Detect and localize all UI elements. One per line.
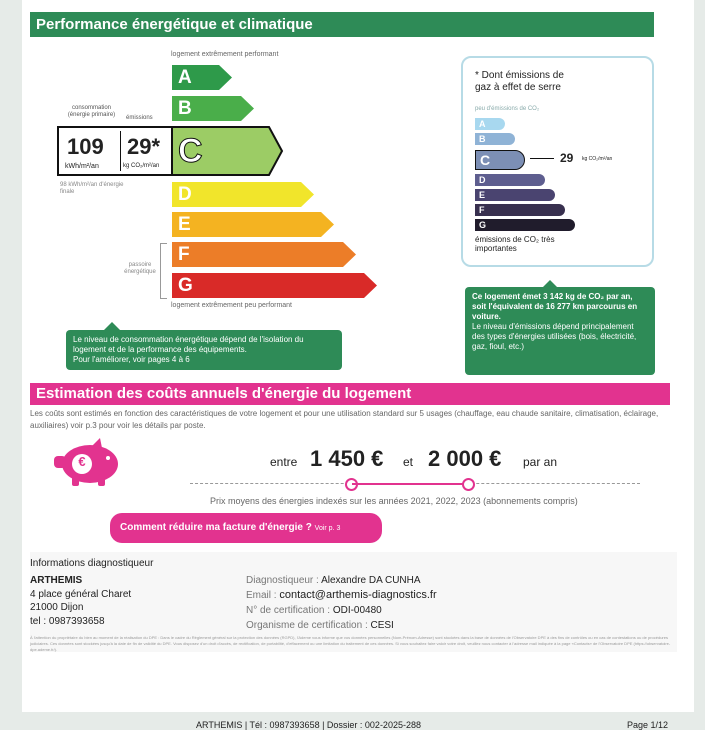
- emissions-unit: kg CO₂/m²/an: [123, 163, 160, 169]
- passoire-bracket: [160, 243, 167, 299]
- consumption-box: [57, 126, 173, 176]
- energy-class-letter: C: [178, 132, 203, 170]
- org-row: [246, 619, 394, 632]
- ges-title: * Dont émissions de gaz à effet de serre: [475, 70, 564, 93]
- energy-class-letter: E: [178, 214, 191, 235]
- passoire-label: passoire énergétique: [124, 262, 156, 275]
- diag-address2: 21000 Dijon: [30, 602, 84, 613]
- reduce-bill-ref: Voir p. 3: [314, 525, 341, 532]
- ges-top-label: peu d'émissions de CO₂: [475, 106, 540, 112]
- energy-class-e: [171, 211, 347, 238]
- emissions-label: émissions: [126, 115, 153, 121]
- reduce-bill-label: Comment réduire ma facture d'énergie ?: [120, 522, 312, 533]
- diag-tel: tel : 0987393658: [30, 616, 105, 627]
- energy-class-letter: D: [178, 184, 192, 205]
- emissions-value: 29*: [127, 134, 161, 159]
- final-energy: 98 kWh/m²/an d'énergie finale: [60, 182, 124, 195]
- cost-low: 1 450 €: [310, 446, 384, 471]
- consumption-unit: kWh/m²/an: [65, 163, 99, 170]
- section-title-costs: Estimation des coûts annuels d'énergie du logement: [30, 383, 670, 405]
- footer-page: Page 1/12: [627, 720, 669, 730]
- energy-class-d: [171, 181, 327, 208]
- energy-class-a: [171, 64, 245, 91]
- tip-arrow: [542, 280, 558, 288]
- email-label: Email :: [246, 590, 277, 601]
- ges-value: 29: [560, 151, 574, 165]
- energy-class-letter: A: [178, 67, 192, 88]
- ges-class-a: A: [475, 118, 505, 130]
- piggy-bank-icon: [52, 438, 124, 488]
- energy-tip-more: Pour l'améliorer, voir pages 4 à 6: [73, 355, 190, 364]
- ges-box: [461, 56, 654, 267]
- diag-value: Alexandre DA CUNHA: [321, 575, 421, 586]
- email-link[interactable]: contact@arthemis-diagnostics.fr: [279, 589, 437, 601]
- entre-label: entre: [270, 455, 298, 469]
- section-title-performance: Performance énergétique et climatique: [30, 12, 654, 37]
- energy-class-c: [171, 126, 295, 176]
- diag-address1: 4 place général Charet: [30, 589, 132, 600]
- tip-arrow: [104, 322, 120, 330]
- cost-high: 2 000 €: [428, 446, 502, 471]
- ges-bottom-label: émissions de CO₂ très importantes: [475, 235, 555, 253]
- reduce-bill-button[interactable]: [110, 513, 382, 543]
- ges-class-c: C: [475, 150, 525, 170]
- cert-row: [246, 604, 382, 617]
- ges-tip: [465, 287, 655, 375]
- ges-unit: kg CO₂/m²/an: [582, 156, 613, 162]
- diag-label: Diagnostiqueur :: [246, 575, 319, 586]
- energy-tip-text: Le niveau de consommation énergétique dépend de l'isolation du logement et de la performance des équipements.: [73, 335, 304, 354]
- range-bar: [352, 483, 464, 485]
- energy-class-letter: G: [178, 275, 193, 296]
- footer-text: ARTHEMIS | Tél : 0987393658 | Dossier : 002-2025-288: [196, 720, 421, 730]
- ges-tip-bold: Ce logement émet 3 142 kg de CO₂ par an, soit l'équivalent de 16 277 km parcourus en voiture.: [472, 292, 638, 321]
- energy-tip: [66, 330, 342, 370]
- energy-class-letter: B: [178, 98, 192, 119]
- prix-moyens: Prix moyens des énergies indexés sur les années 2021, 2022, 2023 (abonnements compris): [210, 496, 578, 506]
- energy-class-f: [171, 241, 369, 268]
- ges-pointer-line: [530, 158, 554, 159]
- cert-value: ODI-00480: [332, 605, 382, 616]
- ges-class-f: F: [475, 204, 565, 216]
- org-label: Organisme de certification :: [246, 620, 368, 631]
- ges-class-b: B: [475, 133, 515, 145]
- ges-tip-text: Le niveau d'émissions dépend principalement des types d'énergies utilisées (bois, électricité, gaz, fioul, etc.): [472, 322, 637, 351]
- cert-label: N° de certification :: [246, 605, 331, 616]
- diag-company: ARTHEMIS: [30, 575, 83, 586]
- org-value: CESI: [370, 620, 394, 631]
- consumption-value: 109: [67, 134, 104, 159]
- energy-top-label: logement extrêmement performant: [171, 51, 279, 58]
- legal-notice: À l'attention du propriétaire du bien au moment de la réalisation du DPE : Dans le cadre du Règlement général sur la protection des données (RGPD), l'Ademe vous informe que vos données personnelles (Nom-Prénom-Adresse) sont stockées dans la base de données de l'Observatoire DPE à des fins de contrôles ou en cas de contestations ou de procédures judiciaires. Ces données sont stockées jusqu'à la date de fin de validité du DPE. Vous disposez d'un droit d'accès, de rectification, de portabilité, d'effacement ou une limitation du traitement de ces données. Si vous souhaitez faire valoir votre droit, veuillez nous contacter à l'adresse mail indiquée à la page «Contacts» de l'Observatoire DPE (https://observatoire-dpe.ademe.fr/).: [30, 635, 671, 652]
- consumption-label: consommation (énergie primaire): [67, 105, 116, 118]
- divider: [120, 131, 121, 171]
- ges-class-d: D: [475, 174, 545, 186]
- diagnostiqueur-row: [246, 574, 421, 587]
- energy-class-letter: F: [178, 244, 190, 265]
- costs-description: Les coûts sont estimés en fonction des caractéristiques de votre logement et pour une utilisation standard sur 5 usages (chauffage, eau chaude sanitaire, climatisation, éclairage, auxiliaires) voir p.3 pour voir les détails par poste.: [30, 409, 659, 430]
- et-label: et: [403, 455, 414, 469]
- energy-class-b: [171, 95, 267, 122]
- ges-class-e: E: [475, 189, 555, 201]
- energy-bottom-label: logement extrêmement peu performant: [171, 302, 293, 309]
- par-an-label: par an: [523, 455, 558, 469]
- diag-heading: Informations diagnostiqueur: [30, 558, 154, 569]
- euro-symbol: €: [78, 454, 86, 469]
- ges-class-g: G: [475, 219, 575, 231]
- energy-class-g: [171, 272, 390, 299]
- email-row: [246, 589, 437, 602]
